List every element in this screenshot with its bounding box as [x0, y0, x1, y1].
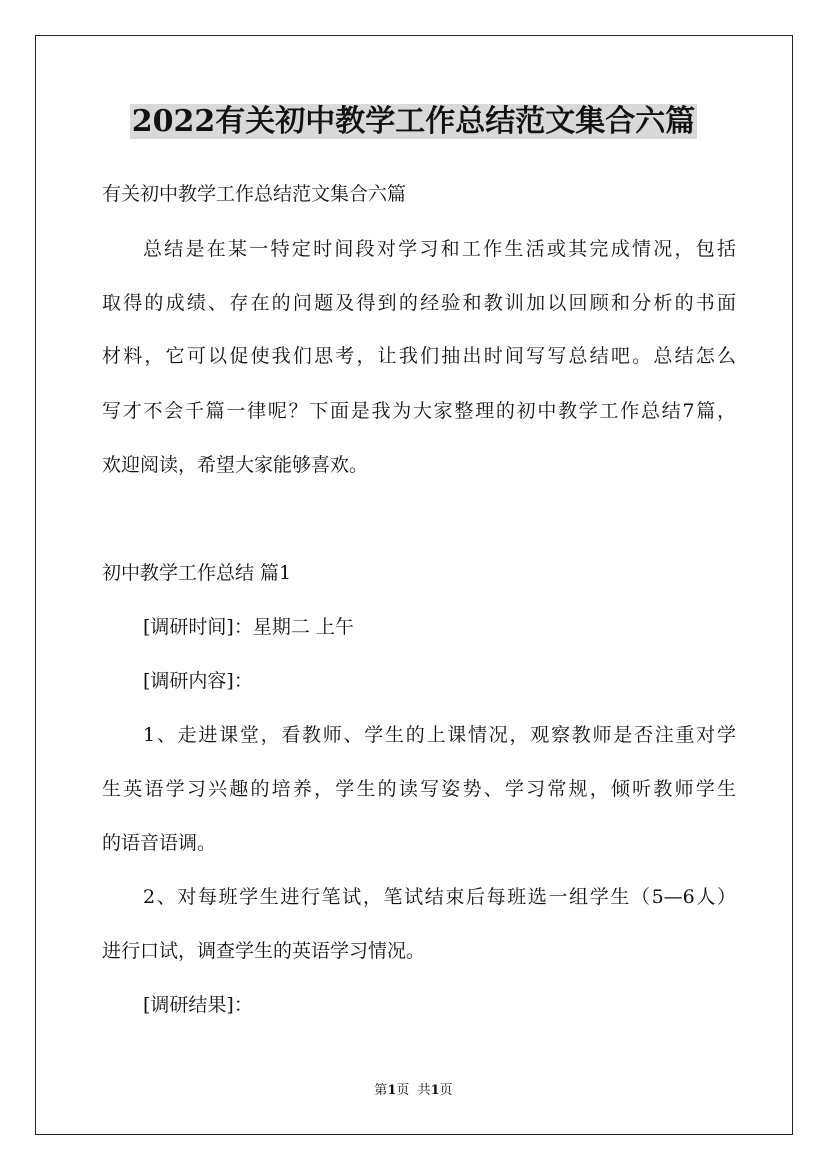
item2-line-2: 进行口试，调查学生的英语学习情况。: [102, 940, 426, 962]
item1-line-2: 生英语学习兴趣的培养，学生的读写姿势、学习常规，倾听教师学生: [102, 778, 736, 800]
footer-page-current: 1: [387, 1083, 397, 1098]
footer-page-mid: 页 共: [396, 1083, 431, 1098]
intro-line-5: 欢迎阅读，希望大家能够喜欢。: [102, 454, 369, 476]
section-heading: 初中教学工作总结 篇1: [102, 562, 292, 584]
item1-line-3: 的语音语调。: [102, 832, 217, 854]
document-title: [0, 100, 827, 144]
footer-page-total: 1: [430, 1083, 440, 1098]
document-title-text: 2022有关初中教学工作总结范文集合六篇: [131, 104, 696, 139]
page-footer: [0, 1082, 827, 1100]
intro-line-1: 总结是在某一特定时间段对学习和工作生活或其完成情况，包括: [143, 238, 736, 260]
intro-line-4: 写才不会千篇一律呢？下面是我为大家整理的初中教学工作总结7篇，: [102, 400, 736, 422]
research-result-heading: [调研结果]：: [143, 994, 253, 1016]
item2-line-1: 2、对每班学生进行笔试，笔试结束后每班选一组学生（5—6人）: [143, 886, 736, 908]
intro-line-2: 取得的成绩、存在的问题及得到的经验和教训加以回顾和分析的书面: [102, 292, 736, 314]
item1-line-1: 1、走进课堂，看教师、学生的上课情况，观察教师是否注重对学: [143, 724, 736, 746]
footer-page-suffix: 页: [439, 1083, 453, 1098]
research-time: [调研时间]：星期二 上午: [143, 616, 354, 638]
intro-line-3: 材料，它可以促使我们思考，让我们抽出时间写写总结吧。总结怎么: [102, 345, 736, 367]
document-subtitle: 有关初中教学工作总结范文集合六篇: [102, 183, 407, 205]
footer-page-prefix: 第: [374, 1083, 388, 1098]
research-content-heading: [调研内容]：: [143, 670, 253, 692]
